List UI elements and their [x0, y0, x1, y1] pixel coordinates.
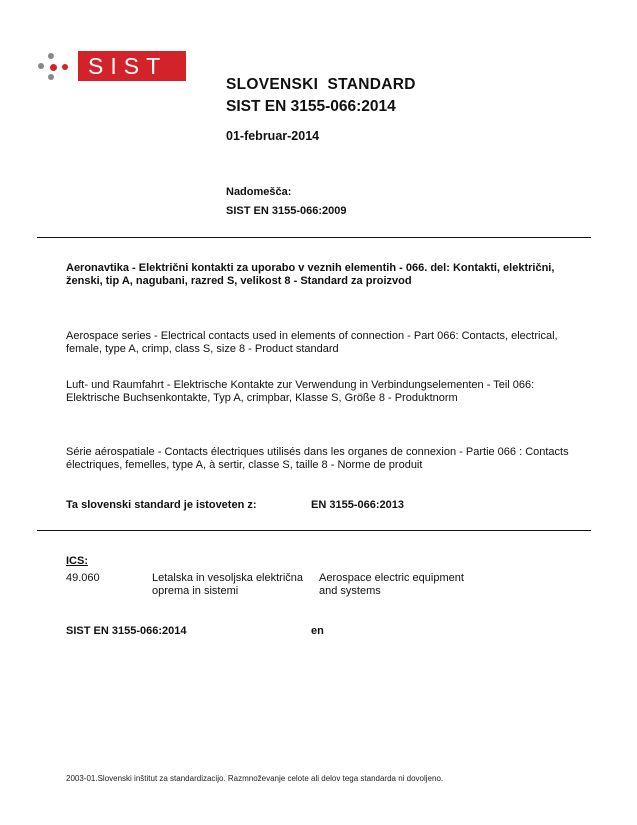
ics-description-en: Aerospace electric equipment and systems — [319, 572, 464, 597]
standard-code: SIST EN 3155-066:2014 — [226, 98, 396, 115]
logo-dots-icon — [36, 51, 66, 81]
divider-bottom — [37, 530, 591, 531]
ics-label: ICS: — [66, 555, 88, 567]
standard-type-title: SLOVENSKI STANDARD — [226, 76, 416, 93]
title-english: Aerospace series - Electrical contacts used in elements of connection - Part 066: Contacts, electrical, female, type A, crimp, class S, size 8 - Product standard — [66, 330, 558, 355]
ics-code: 49.060 — [66, 572, 100, 584]
replaces-value: SIST EN 3155-066:2009 — [226, 205, 347, 217]
ics-description-sl: Letalska in vesoljska električna oprema in sistemi — [152, 572, 304, 597]
divider-top — [37, 237, 591, 238]
publication-date: 01-februar-2014 — [226, 129, 320, 143]
logo-wordmark: SIST — [78, 51, 186, 81]
title-french: Série aérospatiale - Contacts électriques utilisés dans les organes de connexion - Partie 066 : Contacts électriques, femelles, type A, à sertir, classe S, taille 8 - Norme de produit — [66, 446, 569, 471]
title-german: Luft- und Raumfahrt - Elektrische Kontakte zur Verwendung in Verbindungselementen - Teil 066: Elektrische Buchsenkontakte, Typ A, crimpbar, Klasse S, Größe 8 - Produktnorm — [66, 379, 535, 404]
title-slovenian: Aeronavtika - Električni kontakti za uporabo v veznih elementih - 066. del: Kontakti, električni, ženski, tip A, nagubani, razred S, velikost 8 - Standard za proizvod — [66, 262, 555, 287]
identical-value: EN 3155-066:2013 — [311, 499, 404, 511]
identical-label: Ta slovenski standard je istoveten z: — [66, 499, 257, 511]
document-language: en — [311, 625, 324, 637]
document-code: SIST EN 3155-066:2014 — [66, 625, 187, 637]
replaces-label: Nadomešča: — [226, 186, 292, 198]
copyright-footer: 2003-01.Slovenski inštitut za standardizacijo. Razmnoževanje celote ali delov tega standarda ni dovoljeno. — [66, 774, 444, 783]
